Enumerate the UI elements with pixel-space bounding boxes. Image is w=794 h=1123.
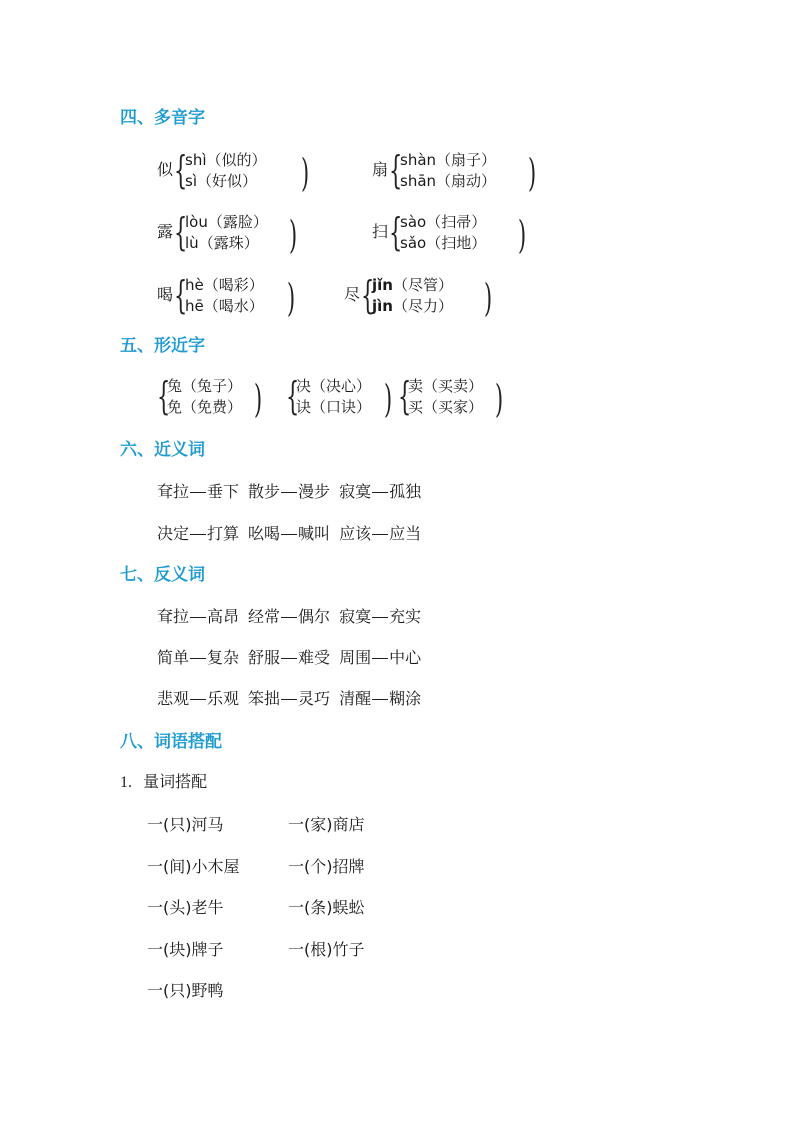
reading-line (185, 212, 268, 233)
left-brace: { (174, 148, 188, 192)
example-word: （喝彩） (203, 276, 264, 294)
synonym-row (157, 523, 421, 545)
word-left: 简单 (157, 648, 190, 667)
reading-line (400, 233, 486, 254)
word-right: 糊涂 (389, 689, 422, 708)
left-brace: { (174, 273, 188, 317)
measure-pair-left: 一(间)小木屋 (147, 856, 240, 876)
left-brace: { (389, 210, 403, 254)
pinyin: lòu (185, 213, 208, 231)
pair-dash (190, 658, 206, 659)
word-left: 舒服 (248, 648, 281, 667)
pair-dash (372, 534, 388, 535)
word-right: 垂下 (207, 482, 240, 501)
reading-line (400, 171, 496, 192)
example-word: （扇动） (436, 172, 497, 190)
left-brace: { (398, 374, 412, 418)
example-word: （尽力） (392, 297, 453, 315)
pair-dash (281, 534, 297, 535)
word-left: 悲观 (157, 689, 190, 708)
word-right: 复杂 (207, 648, 240, 667)
polyphone-char: 扫 (372, 222, 389, 241)
word-right: 高昂 (207, 607, 240, 626)
pinyin: shàn (400, 151, 437, 169)
word-right: 灵巧 (298, 689, 331, 708)
example-word: （扇子） (436, 151, 497, 169)
measure-pair-left: 一(只)野鸭 (147, 981, 224, 1000)
word-right: 打算 (207, 524, 240, 543)
reading-line (185, 171, 257, 192)
pair-dash (281, 492, 297, 493)
left-brace: { (361, 273, 375, 317)
word-right: 难受 (298, 648, 331, 667)
similar-char-line: 免（免费） (167, 398, 243, 416)
word-left: 寂寞 (339, 607, 372, 626)
pair-dash (281, 658, 297, 659)
right-paren: ) (301, 151, 310, 195)
reading-line (372, 275, 453, 296)
pair-dash (372, 699, 388, 700)
example-word: （喝水） (203, 297, 264, 315)
right-paren: ) (289, 213, 298, 257)
measure-pair-left: 一(只)河马 (147, 815, 224, 834)
measure-pair-left: 一(头)老牛 (147, 898, 224, 917)
antonym-row (157, 647, 421, 669)
reading-line (400, 150, 496, 171)
polyphone-char: 似 (157, 160, 174, 179)
right-paren: ) (384, 377, 393, 421)
left-brace: { (157, 374, 171, 418)
right-paren: ) (528, 151, 537, 195)
example-word: （露珠） (198, 234, 259, 252)
pinyin: jǐn (372, 276, 393, 294)
pair-dash (190, 699, 206, 700)
left-brace: { (174, 210, 188, 254)
example-word: （似的） (206, 151, 267, 169)
example-word: （扫帚） (426, 213, 487, 231)
polyphone-char: 喝 (157, 285, 174, 304)
word-left: 决定 (157, 524, 190, 543)
reading-line (372, 296, 453, 317)
pinyin: hē (185, 297, 204, 315)
word-left: 应该 (339, 524, 372, 543)
polyphone-char: 尽 (344, 285, 361, 304)
pair-dash (372, 492, 388, 493)
polyphone-char: 扇 (372, 160, 389, 179)
word-right: 中心 (389, 648, 422, 667)
similar-char-line: 卖（买卖） (408, 377, 484, 395)
reading-line (185, 296, 264, 317)
word-right: 喊叫 (298, 524, 331, 543)
reading-line (400, 212, 486, 233)
example-word: （扫地） (426, 234, 487, 252)
pair-dash (372, 658, 388, 659)
word-left: 散步 (248, 482, 281, 501)
synonym-row (157, 481, 421, 503)
word-right: 充实 (389, 607, 422, 626)
example-word: （尽管） (392, 276, 453, 294)
reading-line (185, 275, 264, 296)
section-7-title: 七、反义词 (120, 565, 205, 585)
subsection-number: 1. (120, 774, 132, 791)
pair-dash (281, 617, 297, 618)
pinyin: sì (185, 172, 197, 190)
similar-char-line: 兔（兔子） (167, 377, 243, 395)
pair-dash (190, 534, 206, 535)
antonym-row (157, 606, 421, 628)
word-right: 乐观 (207, 689, 240, 708)
left-brace: { (286, 374, 300, 418)
measure-pair-right: 一(个)招牌 (288, 856, 365, 876)
right-paren: ) (518, 213, 527, 257)
measure-pair-right: 一(根)竹子 (288, 939, 365, 959)
section-8-title: 八、词语搭配 (120, 732, 222, 752)
pinyin: shì (185, 151, 207, 169)
word-right: 应当 (389, 524, 422, 543)
pair-dash (281, 699, 297, 700)
subsection-title: 量词搭配 (143, 772, 208, 791)
section-4-title: 四、多音字 (120, 108, 205, 128)
reading-line (185, 233, 259, 254)
word-left: 耷拉 (157, 607, 190, 626)
similar-char-line: 买（买家） (408, 398, 484, 416)
reading-line (185, 150, 267, 171)
pair-dash (372, 617, 388, 618)
section-5-title: 五、形近字 (120, 336, 205, 356)
polyphone-char: 露 (157, 222, 174, 241)
right-paren: ) (287, 276, 296, 320)
right-paren: ) (484, 276, 493, 320)
left-brace: { (389, 148, 403, 192)
word-left: 清醒 (339, 689, 372, 708)
measure-pair-right: 一(条)蜈蚣 (288, 898, 365, 917)
pair-dash (190, 617, 206, 618)
antonym-row (157, 688, 421, 710)
measure-pair-right: 一(家)商店 (288, 815, 365, 834)
pinyin: sǎo (400, 234, 427, 252)
word-left: 寂寞 (339, 482, 372, 501)
pinyin: lù (185, 234, 199, 252)
similar-char-line: 诀（口诀） (296, 398, 372, 416)
word-left: 吆喝 (248, 524, 281, 543)
word-left: 周围 (339, 648, 372, 667)
pinyin: jìn (372, 297, 393, 315)
example-word: （好似） (196, 172, 257, 190)
subsection-heading (120, 771, 207, 794)
word-left: 经常 (248, 607, 281, 626)
pinyin: hè (185, 276, 204, 294)
right-paren: ) (254, 377, 263, 421)
word-right: 偶尔 (298, 607, 331, 626)
pinyin: sào (400, 213, 427, 231)
section-6-title: 六、近义词 (120, 440, 205, 460)
pinyin: shān (400, 172, 437, 190)
word-left: 耷拉 (157, 482, 190, 501)
word-left: 笨拙 (248, 689, 281, 708)
right-paren: ) (495, 377, 504, 421)
example-word: （露脸） (207, 213, 268, 231)
pair-dash (190, 492, 206, 493)
similar-char-line: 决（决心） (296, 377, 372, 395)
word-right: 孤独 (389, 482, 422, 501)
measure-pair-left: 一(块)牌子 (147, 939, 224, 959)
word-right: 漫步 (298, 482, 331, 501)
